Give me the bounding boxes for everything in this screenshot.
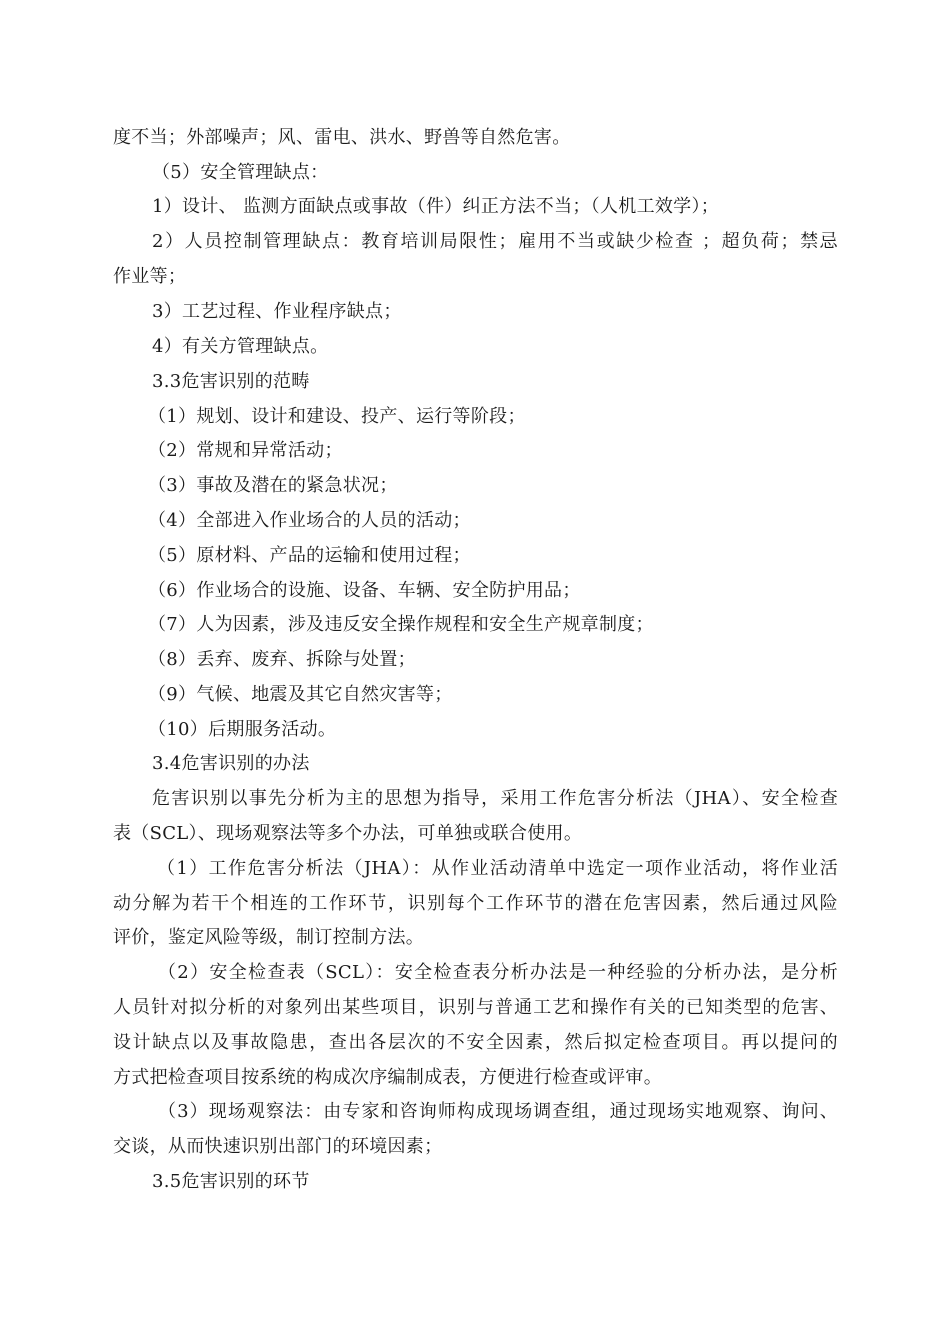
list-item: （3）事故及潜在的紧急状况； <box>148 475 398 496</box>
text-line: 3）工艺过程、作业程序缺点； <box>152 301 402 322</box>
text-line: 评价，鉴定风险等级，制订控制方法。 <box>113 927 425 948</box>
section-heading: 3.3危害识别的范畴 <box>152 371 310 392</box>
text-line: （5）安全管理缺点： <box>152 162 329 183</box>
text-line: 2）人员控制管理缺点：教育培训局限性；雇用不当或缺少检查 ；超负荷；禁忌 <box>152 231 838 252</box>
list-item: （2）常规和异常活动； <box>148 440 343 461</box>
list-item: （8）丢弃、废弃、拆除与处置； <box>148 649 416 670</box>
list-item: （7）人为因素，涉及违反安全操作规程和安全生产规章制度； <box>148 614 654 635</box>
list-item: （4）全部进入作业场合的人员的活动； <box>148 510 471 531</box>
text-line: 设计缺点以及事故隐患，查出各层次的不安全因素，然后拟定检查项目。再以提问的 <box>113 1032 838 1053</box>
list-item: （1）规划、设计和建设、投产、运行等阶段； <box>148 406 526 427</box>
text-line: 1）设计、 监测方面缺点或事故（件）纠正方法不当；（人机工效学）； <box>152 196 720 217</box>
section-heading: 3.4危害识别的办法 <box>152 753 310 774</box>
text-line: （2）安全检查表（SCL）：安全检查表分析办法是一种经验的分析办法，是分析 <box>158 962 838 983</box>
text-line: 交谈，从而快速识别出部门的环境因素； <box>113 1136 443 1157</box>
text-line: （3）现场观察法：由专家和咨询师构成现场调查组，通过现场实地观察、询问、 <box>158 1101 838 1122</box>
text-line: 方式把检查项目按系统的构成次序编制成表，方便进行检查或评审。 <box>113 1067 662 1088</box>
section-heading: 3.5危害识别的环节 <box>152 1171 310 1192</box>
list-item: （5）原材料、产品的运输和使用过程； <box>148 545 471 566</box>
text-line: 4）有关方管理缺点。 <box>152 336 329 357</box>
list-item: （9）气候、地震及其它自然灾害等； <box>148 684 453 705</box>
text-line: 人员针对拟分析的对象列出某些项目，识别与普通工艺和操作有关的已知类型的危害、 <box>113 997 838 1018</box>
text-line: 作业等； <box>113 266 187 287</box>
text-line: 动分解为若干个相连的工作环节，识别每个工作环节的潜在危害因素，然后通过风险 <box>113 893 838 914</box>
list-item: （10）后期服务活动。 <box>148 719 337 740</box>
text-line: 度不当；外部噪声；风、雷电、洪水、野兽等自然危害。 <box>113 127 571 148</box>
text-line: 危害识别以事先分析为主的思想为指导，采用工作危害分析法（JHA）、安全检查 <box>152 788 838 809</box>
text-line: 表（SCL）、现场观察法等多个办法，可单独或联合使用。 <box>113 823 583 844</box>
text-line: （1）工作危害分析法（JHA）：从作业活动清单中选定一项作业活动，将作业活 <box>157 858 838 879</box>
list-item: （6）作业场合的设施、设备、车辆、安全防护用品； <box>148 580 581 601</box>
